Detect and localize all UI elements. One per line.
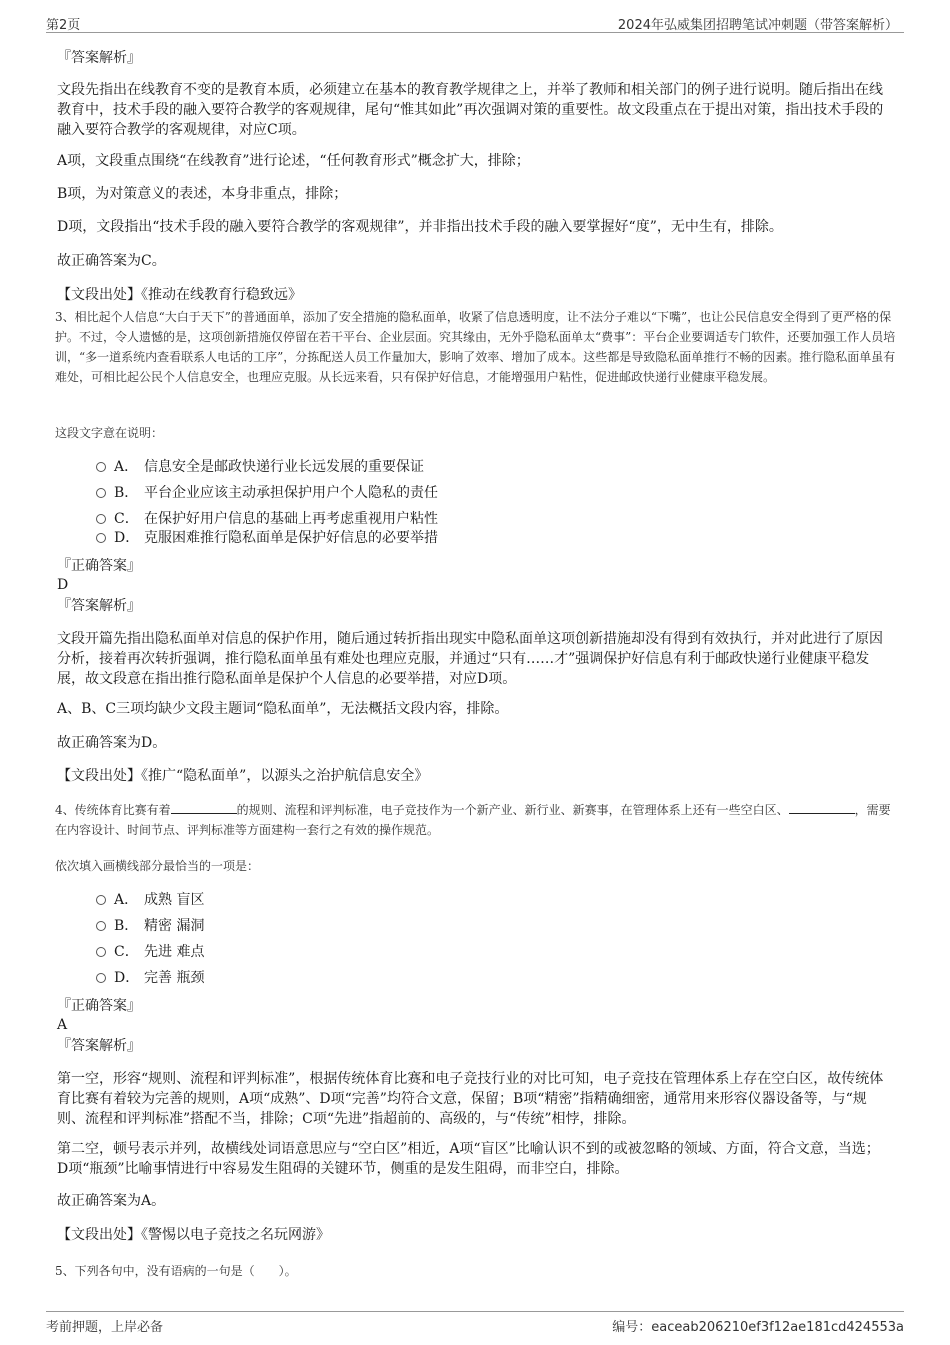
fill-blank-2[interactable] xyxy=(789,801,855,814)
q3-source: 【文段出处】《推广“隐私面单”，以源头之治护航信息安全》 xyxy=(57,768,429,784)
q2-analysis-label: 『答案解析』 xyxy=(57,50,141,66)
q2-analysis-option-d: D项，文段指出“技术手段的融入要符合教学的客观规律”，并非指出技术手段的融入要掌握好“度”，无中生有，排除。 xyxy=(57,219,783,235)
radio-icon[interactable] xyxy=(96,533,106,543)
q2-analysis-option-a: A项，文段重点围绕“在线教育”进行论述，“任何教育形式”概念扩大，排除； xyxy=(57,153,530,169)
q3-analysis-paragraph-2: A、B、C三项均缺少文段主题词“隐私面单”，无法概括文段内容，排除。 xyxy=(57,701,509,717)
radio-icon[interactable] xyxy=(96,514,106,524)
q4-prompt: 依次填入画横线部分最恰当的一项是： xyxy=(55,859,260,873)
q3-analysis-label: 『答案解析』 xyxy=(57,598,141,614)
footer-slogan: 考前押题，上岸必备 xyxy=(46,1320,164,1335)
q4-analysis-paragraph-2: 第二空，顿号表示并列，故横线处词语意思应与“空白区”相近，A项“盲区”比喻认识不到的或被忽略的领域、方面，符合文意，当选；D项“瓶颈”比喻事情进行中容易发生阻碍的关键环节，侧重的是发生阻碍，而非空白，排除。 xyxy=(57,1141,880,1177)
q4-answer-label: 『正确答案』 xyxy=(57,998,141,1014)
q4-option-b[interactable]: B． 精密 漏洞 xyxy=(96,916,204,936)
fill-blank-1[interactable] xyxy=(171,801,237,814)
q4-stem: 4、传统体育比赛有着 的规则、流程和评判标准，电子竞技作为一个新产业、新行业、新赛事，在管理体系上还有一些空白区、 ，需要在内容设计、时间节点、评判标准等方面建构一套行之有效的操作规范。 xyxy=(55,803,891,837)
q4-option-d[interactable]: D． 完善 瓶颈 xyxy=(96,968,204,988)
q3-option-a[interactable]: A． 信息安全是邮政快递行业长远发展的重要保证 xyxy=(96,457,424,477)
q3-prompt: 这段文字意在说明： xyxy=(55,426,164,440)
q4-option-a[interactable]: A． 成熟 盲区 xyxy=(96,890,204,910)
q4-source: 【文段出处】《警惕以电子竞技之名玩网游》 xyxy=(57,1227,330,1243)
q4-analysis-paragraph: 第一空，形容“规则、流程和评判标准”，根据传统体育比赛和电子竞技行业的对比可知，电子竞技在管理体系上存在空白区，故传统体育比赛有着较为完善的规则，A项“成熟”、D项“完善”均符合文意，保留；B项“精密”指精确细密，通常用来形容仪器设备等，与“规则、流程和评判标准”搭配不当，排除；C项“先进”指超前的、高级的，与“传统”相悖，排除。 xyxy=(57,1071,884,1127)
page-header xyxy=(46,12,904,33)
document-id: 编号：eaceab206210ef3f12ae181cd424553a xyxy=(612,1320,904,1335)
q4-analysis-label: 『答案解析』 xyxy=(57,1038,141,1054)
q2-analysis-paragraph: 文段先指出在线教育不变的是教育本质，必须建立在基本的教育教学规律之上，并举了教师和相关部门的例子进行说明。随后指出在线教育中，技术手段的融入要符合教学的客观规律，尾句“惟其如此”再次强调对策的重要性。故文段重点在于提出对策，指出技术手段的融入要符合教学的客观规律，对应C项。 xyxy=(57,82,884,138)
q4-answer: A xyxy=(57,1017,68,1033)
q2-source: 【文段出处】《推动在线教育行稳致远》 xyxy=(57,287,302,303)
radio-icon[interactable] xyxy=(96,921,106,931)
page-number: 第2页 xyxy=(46,18,81,33)
radio-icon[interactable] xyxy=(96,488,106,498)
q3-answer: D xyxy=(57,577,69,593)
q2-analysis-option-b: B项，为对策意义的表述，本身非重点，排除； xyxy=(57,186,348,202)
radio-icon[interactable] xyxy=(96,947,106,957)
q5-stem: 5、下列各句中，没有语病的一句是（ ）。 xyxy=(55,1264,297,1278)
q4-conclusion: 故正确答案为A。 xyxy=(57,1193,166,1209)
q3-option-d[interactable]: D． 克服困难推行隐私面单是保护好信息的必要举措 xyxy=(96,528,438,548)
radio-icon[interactable] xyxy=(96,462,106,472)
q2-conclusion: 故正确答案为C。 xyxy=(57,253,166,269)
q4-option-c[interactable]: C． 先进 难点 xyxy=(96,942,204,962)
radio-icon[interactable] xyxy=(96,895,106,905)
q3-conclusion: 故正确答案为D。 xyxy=(57,735,167,751)
page-footer xyxy=(46,1311,904,1338)
q3-answer-label: 『正确答案』 xyxy=(57,558,141,574)
document-title: 2024年弘威集团招聘笔试冲刺题（带答案解析） xyxy=(617,18,898,33)
radio-icon[interactable] xyxy=(96,973,106,983)
q3-stem: 3、相比起个人信息“大白于天下”的普通面单，添加了安全措施的隐私面单，收紧了信息透明度，让不法分子难以“下嘴”，也让公民信息安全得到了更严格的保护。不过，令人遗憾的是，这项创新措施仅停留在若干平台、企业层面。究其缘由，无外乎隐私面单太“费事”：平台企业要调适专门软件，还要加强工作人员培训，“多一道系统内查看联系人电话的工序”，分拣配送人员工作量加大，影响了效率、增加了成本。这些都是导致隐私面单推行不畅的因素。推行隐私面单虽有难处，可相比起公民个人信息安全，也理应克服。从长远来看，只有保护好信息，才能增强用户粘性，促进邮政快递行业健康平稳发展。 xyxy=(55,310,896,384)
q3-option-b[interactable]: B． 平台企业应该主动承担保护用户个人隐私的责任 xyxy=(96,483,438,503)
q3-analysis-paragraph: 文段开篇先指出隐私面单对信息的保护作用，随后通过转折指出现实中隐私面单这项创新措施却没有得到有效执行，并对此进行了原因分析，接着再次转折强调，推行隐私面单虽有难处也理应克服，并通过“只有……才”强调保护好信息有利于邮政快递行业健康平稳发展，故文段意在指出推行隐私面单是保护个人信息的必要举措，对应D项。 xyxy=(57,631,883,687)
q3-option-c[interactable]: C． 在保护好用户信息的基础上再考虑重视用户粘性 xyxy=(96,509,438,529)
